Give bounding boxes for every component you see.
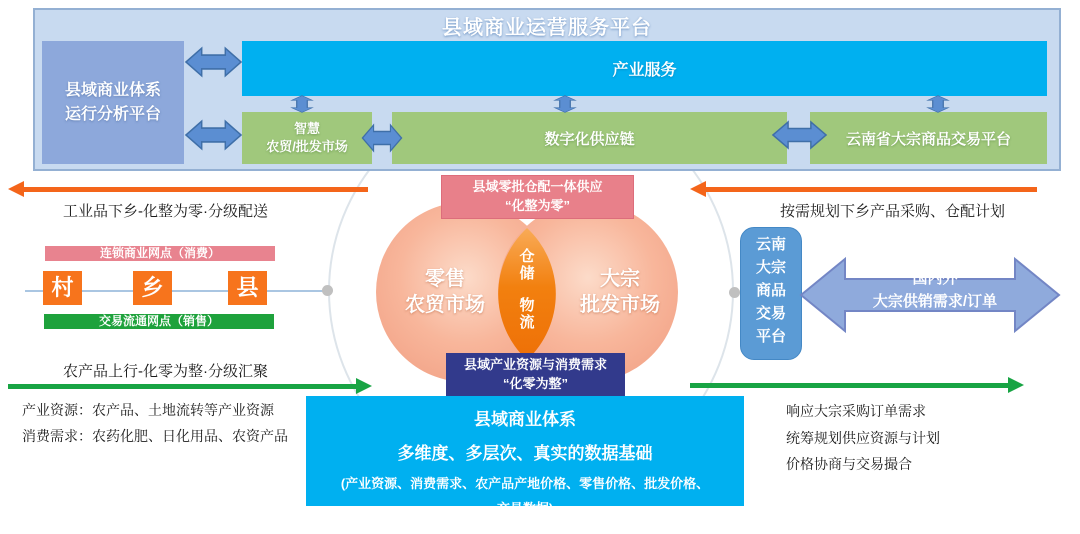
double-arrow-vertical-icon xyxy=(552,95,578,113)
agri-up-label: 农产品上行-化零为整·分级汇聚 xyxy=(63,363,268,380)
supply-box-line2: “化整为零” xyxy=(504,198,570,213)
exchange-line: 平台 xyxy=(755,328,786,345)
double-arrow-vertical-icon xyxy=(289,95,315,113)
supply-integration-box xyxy=(441,175,634,219)
data-box-line2: 多维度、多层次、真实的数据基础 xyxy=(397,444,653,463)
analysis-platform-box xyxy=(42,41,184,164)
double-arrow-icon xyxy=(771,119,828,151)
node-county: 县 xyxy=(228,271,267,305)
demand-box-line2: “化零为整” xyxy=(502,375,568,391)
data-foundation-box xyxy=(306,396,744,516)
double-arrow-vertical-icon xyxy=(925,95,951,113)
smart-market-line2: 农贸/批发市场 xyxy=(266,139,348,154)
yunnan-exchange-box: 云南省大宗商品交易平台 xyxy=(810,112,1047,164)
exchange-line: 云南 xyxy=(755,236,786,253)
data-box-line3: (产业资源、消费需求、农产品产地价格、零售价格、批发价格、 xyxy=(340,476,710,491)
wholesale-line2: 批发市场 xyxy=(580,294,660,316)
analysis-line1: 县域商业体系 xyxy=(64,82,161,100)
double-arrow-icon xyxy=(361,122,403,154)
yunnan-exchange-vertical-box xyxy=(740,227,802,360)
node-township: 乡 xyxy=(133,271,172,305)
bulk-order-line1: 国内外 xyxy=(912,270,958,287)
double-arrow-icon xyxy=(184,45,243,79)
retail-line2: 农贸市场 xyxy=(405,294,485,316)
demand-detail-label: 消费需求：农药化肥、日化用品、农资产品 xyxy=(22,428,288,444)
connector-dot-left xyxy=(322,285,333,296)
connector-dot-right xyxy=(729,287,740,298)
wholesale-line1: 大宗 xyxy=(600,268,640,290)
exchange-line: 交易 xyxy=(755,305,786,322)
respond-order-label: 响应大宗采购订单需求 xyxy=(786,403,926,419)
consume-network-label: 连锁商业网点（消费） xyxy=(45,246,275,261)
lens-warehouse: 仓储 xyxy=(519,248,535,283)
bulk-order-line2: 大宗供销需求/订单 xyxy=(872,292,998,310)
retail-circle-label xyxy=(375,266,515,318)
exchange-line: 大宗 xyxy=(755,259,786,276)
platform-title: 县域商业运营服务平台 xyxy=(442,16,652,39)
bulk-order-arrow-label xyxy=(820,268,1050,313)
up-flow-arrow-right xyxy=(690,377,1024,393)
demand-box-line1: 县域产业资源与消费需求 xyxy=(463,356,607,372)
industry-service-bar: 产业服务 xyxy=(242,41,1047,96)
digital-supply-chain-box: 数字化供应链 xyxy=(392,112,787,164)
data-box-line1: 县域商业体系 xyxy=(474,410,576,429)
industrial-down-label: 工业品下乡-化整为零·分级配送 xyxy=(63,203,268,220)
demand-plan-label: 按需规划下乡产品采购、仓配计划 xyxy=(780,203,1006,220)
smart-market-line1: 智慧 xyxy=(293,121,320,137)
sale-network-label: 交易流通网点（销售） xyxy=(44,314,274,329)
plan-supply-label: 统筹规划供应资源与计划 xyxy=(786,430,940,446)
down-flow-arrow-right xyxy=(690,181,1037,197)
double-arrow-icon xyxy=(184,118,243,152)
retail-line1: 零售 xyxy=(425,268,465,290)
analysis-line2: 运行分析平台 xyxy=(64,105,161,123)
resource-detail-label: 产业资源：农产品、土地流转等产业资源 xyxy=(22,402,274,418)
lens-logistics: 物流 xyxy=(519,296,535,331)
wholesale-circle-label xyxy=(550,266,690,318)
supply-box-line1: 县域零批仓配一体供应 xyxy=(472,179,603,195)
lens-label xyxy=(517,248,537,331)
resource-demand-box xyxy=(446,353,625,396)
down-flow-arrow-left xyxy=(8,181,368,197)
node-village: 村 xyxy=(43,271,82,305)
exchange-line: 商品 xyxy=(755,282,786,299)
price-match-label: 价格协商与交易撮合 xyxy=(786,456,912,472)
smart-market-box xyxy=(242,112,372,164)
data-box-line4: 交易数据) xyxy=(496,501,554,516)
